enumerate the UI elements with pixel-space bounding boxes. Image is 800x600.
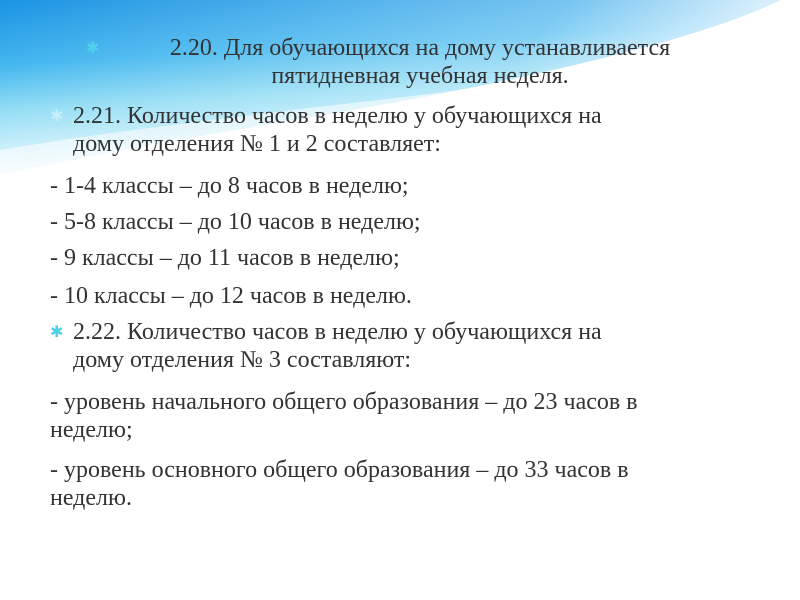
bullet-star-icon: ✱: [50, 106, 64, 125]
paragraph-2-22-line-1: 2.22. Количество часов в неделю у обучающихся на: [73, 319, 602, 345]
list-item-primary-level-line-2: неделю;: [50, 417, 133, 443]
paragraph-2-20-line-1: 2.20. Для обучающихся на дому устанавливается: [169, 35, 671, 61]
list-item-grade-10: - 10 классы – до 12 часов в неделю.: [50, 283, 412, 309]
list-item-basic-level-line-2: неделю.: [50, 485, 132, 511]
list-item-grades-5-8: - 5-8 классы – до 10 часов в неделю;: [50, 209, 421, 235]
paragraph-2-21-line-1: 2.21. Количество часов в неделю у обучающихся на: [73, 103, 602, 129]
paragraph-2-21-line-2: дому отделения № 1 и 2 составляет:: [73, 131, 441, 157]
list-item-grades-1-4: - 1-4 классы – до 8 часов в неделю;: [50, 173, 409, 199]
paragraph-2-20-line-2: пятидневная учебная неделя.: [271, 63, 569, 89]
bullet-star-icon: ✱: [86, 38, 100, 57]
bullet-star-icon: ✱: [50, 322, 64, 341]
list-item-primary-level-line-1: - уровень начального общего образования – до 23 часов в: [50, 389, 638, 415]
list-item-basic-level-line-1: - уровень основного общего образования – до 33 часов в: [50, 457, 629, 483]
paragraph-2-22-line-2: дому отделения № 3 составляют:: [73, 347, 412, 373]
list-item-grade-9: - 9 классы – до 11 часов в неделю;: [50, 245, 400, 271]
